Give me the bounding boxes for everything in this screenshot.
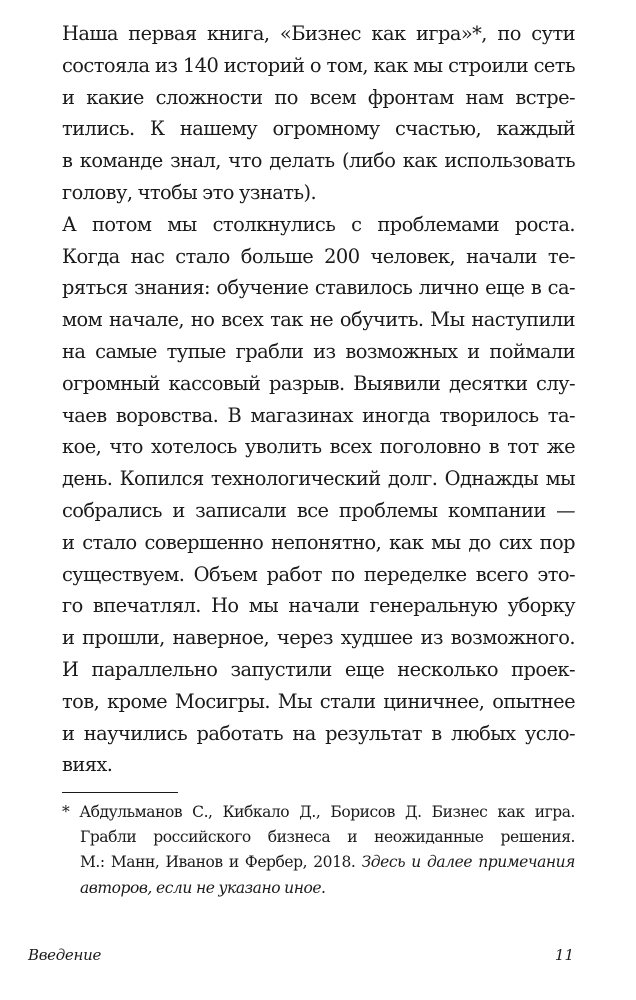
text-line: го впечатлял. Но мы начали генеральную уборку: [62, 594, 575, 618]
text-line: ряться знания: обучение ставилось лично еще в са-: [62, 276, 575, 300]
text-line: огромный кассовый разрыв. Выявили десятки слу-: [62, 371, 575, 395]
footnote-line: авторов, если не указано иное.: [80, 878, 326, 897]
text-line: существуем. Объем работ по переделке всего это-: [62, 562, 575, 586]
text-line: Когда нас стало больше 200 человек, начали те-: [62, 244, 575, 268]
text-line: А потом мы столкнулись с проблемами роста.: [62, 212, 575, 236]
text-line: и стало совершенно непонятно, как мы до сих пор: [62, 530, 575, 554]
text-line: и прошли, наверное, через худшее из возможного.: [62, 626, 575, 650]
text-line: и какие сложности по всем фронтам нам встре-: [62, 85, 575, 109]
text-line: виях.: [62, 753, 113, 777]
page-number: 11: [554, 946, 574, 964]
text-line: день. Копился технологический долг. Однажды мы: [62, 467, 575, 491]
text-line: Наша первая книга, «Бизнес как игра»*, по сути: [62, 22, 575, 45]
text-line: чаев воровства. В магазинах иногда творилось та-: [62, 403, 575, 427]
main-text: [62, 18, 575, 781]
text-line: на самые тупые грабли из возможных и поймали: [62, 339, 575, 363]
text-line: тились. К нашему огромному счастью, каждый: [62, 117, 575, 141]
footnote-divider: [62, 792, 178, 793]
footnote-line: [62, 850, 575, 875]
text-line: в команде знал, что делать (либо как использовать: [62, 149, 575, 173]
text-line: состояла из 140 историй о том, как мы строили сеть: [62, 53, 575, 77]
text-line: И параллельно запустили еще несколько проек-: [62, 657, 575, 681]
text-line: голову, чтобы это узнать).: [62, 180, 317, 204]
footnote: [62, 800, 575, 901]
text-line: мом начале, но всех так не обучить. Мы наступили: [62, 308, 575, 332]
footnote-line: Грабли российского бизнеса и неожиданные решения.: [80, 828, 575, 847]
running-head: Введение: [28, 946, 102, 964]
footnote-note-italic: Здесь и далее примечания: [361, 853, 575, 872]
text-line: и научились работать на результат в любых усло-: [62, 721, 575, 745]
text-line: собрались и записали все проблемы компании —: [62, 498, 575, 522]
footnote-line: * Абдульманов С., Кибкало Д., Борисов Д. Бизнес как игра.: [62, 803, 575, 821]
text-line: кое, что хотелось уволить всех поголовно в тот же: [62, 435, 575, 459]
text-line: тов, кроме Мосигры. Мы стали циничнее, опытнее: [62, 689, 575, 713]
footnote-citation: М.: Манн, Иванов и Фербер, 2018.: [80, 853, 362, 872]
